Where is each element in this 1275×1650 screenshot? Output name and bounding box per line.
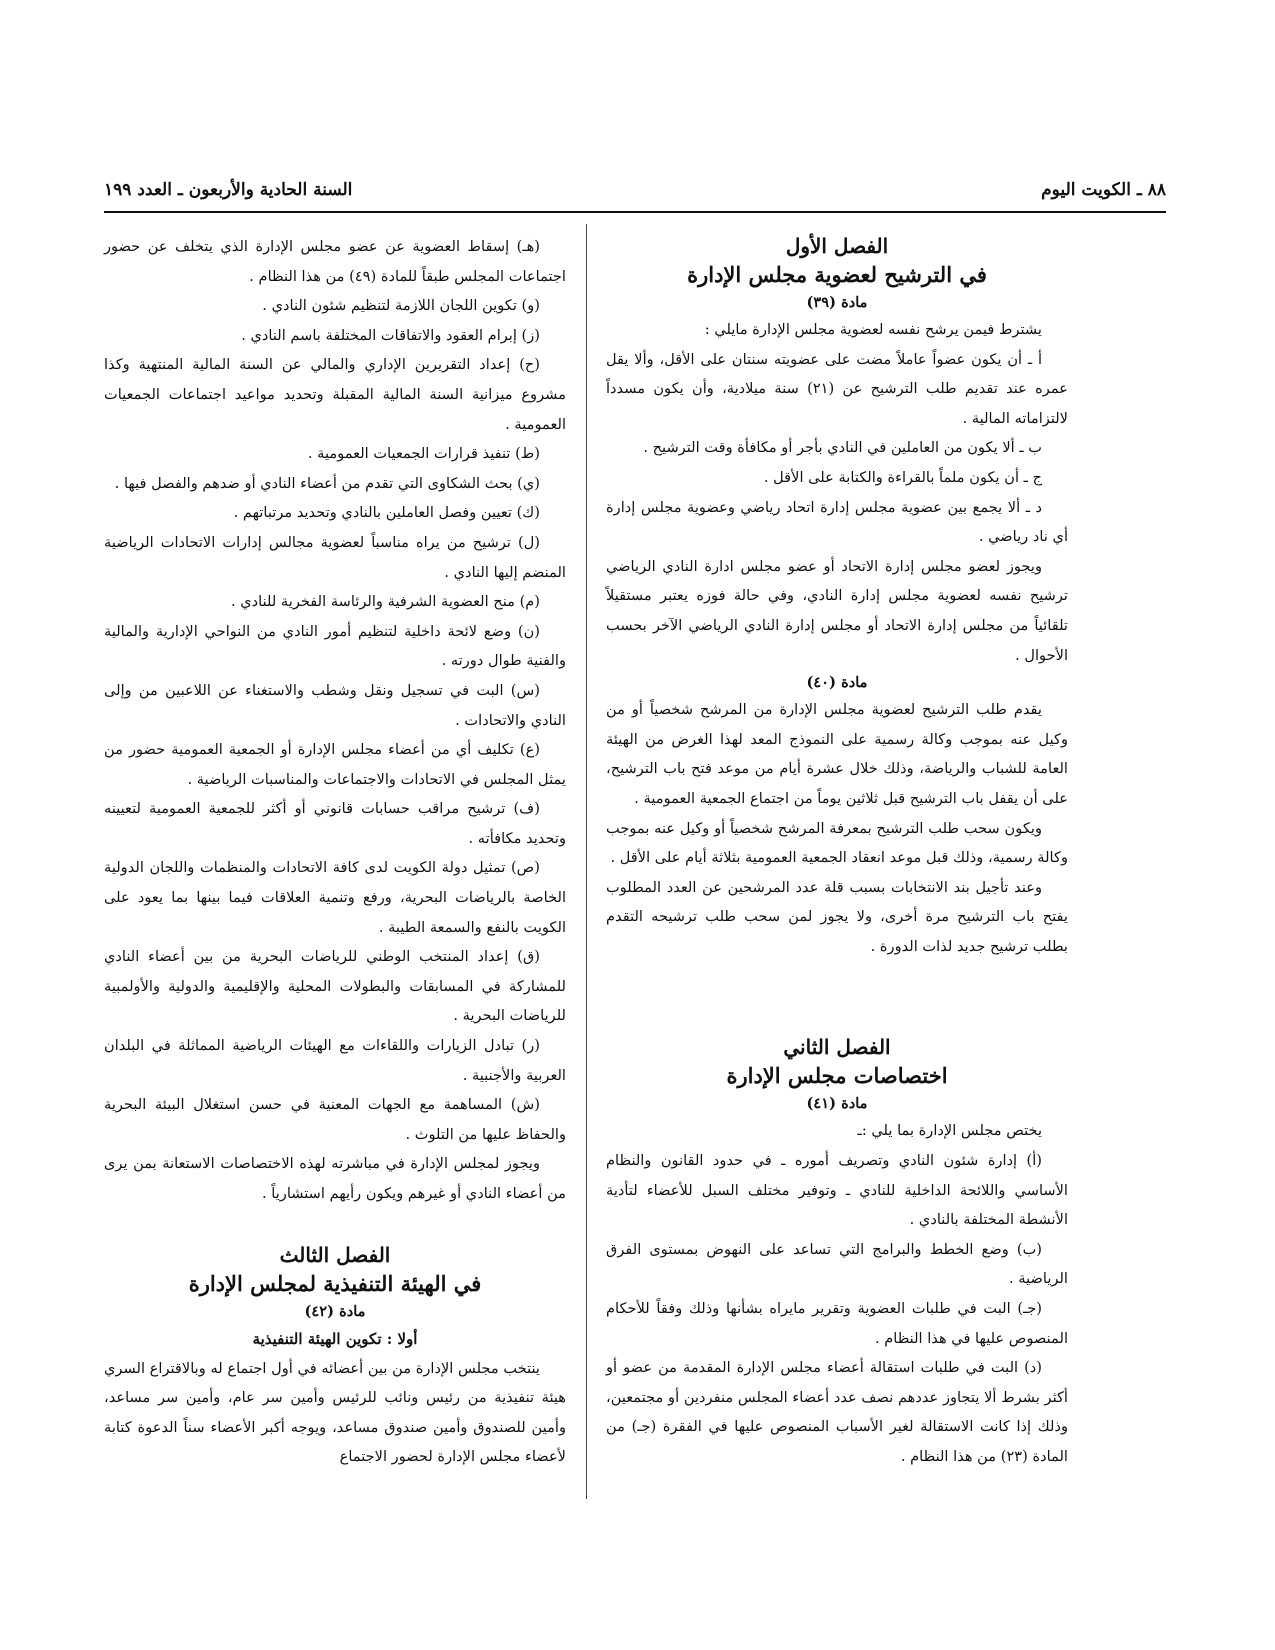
article-40-para: يقدم طلب الترشيح لعضوية مجلس الإدارة من المرشح شخصياً أو من وكيل عنه بموجب وكالة رسمية على النموذج المعد لهذا الغرض من الهيئة العامة للشباب والرياضة، وذلك خلال عشرة أيام من موعد فتح باب الترشيح، على أن يقفل باب الترشيح قبل ثلاثين يوماً من اجتماع الجمعية العمومية . [606,701,1068,807]
chapter-2-subtitle: اختصاصات مجلس الإدارة [726,1063,948,1089]
article-41-cont-para: ويجوز لمجلس الإدارة في مباشرته لهذه الاختصاصات الاستعانة بمن يرى من أعضاء النادي أو غيرهم ويكون رأيهم استشارياً . [104,1155,566,1202]
article-41-cont-para: (ي) بحث الشكاوى التي تقدم من أعضاء النادي أو ضدهم والفصل فيها . [114,474,540,492]
article-41-para: يختص مجلس الإدارة بما يلي :ـ [857,1122,1042,1140]
article-41-para: (ب) وضع الخطط والبرامج التي تساعد على النهوض بمستوى الفرق الرياضية . [606,1240,1068,1288]
article-41-heading: مادة (٤١) [806,1095,868,1113]
header-rule [104,211,1166,213]
article-41-cont-para: (ع) تكليف أي من أعضاء مجلس الإدارة أو الجمعية العمومية حضور من يمثل المجلس في الاتحادات والاجتماعات والمناسبات الرياضية . [104,741,566,788]
article-40-para: وعند تأجيل بند الانتخابات بسبب قلة عدد المرشحين عن العدد المطلوب يفتح باب الترشيح مرة أخرى، ولا يجوز لمن سحب طلب ترشيحه التقدم بطلب ترشيح جديد لذات الدورة . [606,878,1068,955]
page-number-publication: ٨٨ ـ الكويت اليوم [1041,180,1166,200]
column-divider [586,224,587,1499]
article-41-cont-para: (ك) تعيين وفصل العاملين بالنادي وتحديد مرتباتهم . [233,504,540,522]
article-40-heading: مادة (٤٠) [806,674,868,692]
article-39-heading: مادة (٣٩) [806,294,868,311]
spacer [104,1209,566,1241]
article-41-cont-para: (و) تكوين اللجان اللازمة لتنظيم شئون النادي . [262,297,540,315]
article-39-para: ب ـ ألا يكون من العاملين في النادي بأجر أو مكافأة وقت الترشيح . [643,439,1042,457]
page-header [104,180,1166,208]
article-41-cont-para: (ل) ترشيح من يراه مناسباً لعضوية مجالس إدارات الاتحادات الرياضية المنضم إليها النادي . [104,533,566,581]
article-41-cont-para: (س) البت في تسجيل ونقل وشطب والاستغناء عن اللاعبين من وإلى النادي والاتحادات . [104,681,566,729]
article-41-para: (د) البت في طلبات استقالة أعضاء مجلس الإدارة المقدمة من عضو أو أكثر بشرط ألا يتجاوز عددهم نصف عدد أعضاء المجلس منفردين أو مجتمعين، وذلك إذا كانت الاستقالة لغير الأسباب المنصوص عليها في الفقرة (جـ) من المادة (٢٣) من هذا النظام . [606,1359,1068,1465]
article-42-heading: مادة (٤٢) [304,1302,366,1320]
article-39-para: أ ـ أن يكون عضواً عاملاً مضت على عضويته سنتان على الأقل، وألا يقل عمره عند تقديم طلب الترشيح عن (٢١) سنة ميلادية، وأن يكون مسدداً لالتزاماته المالية . [606,350,1068,427]
article-41-cont-para: (م) منح العضوية الشرفية والرئاسة الفخرية للنادي . [230,593,540,611]
article-41-cont-para: (ف) ترشيح مراقب حسابات قانوني أو أكثر للجمعية العمومية لتعيينه وتحديد مكافأته . [104,800,566,847]
article-41-cont-para: (ق) إعداد المنتخب الوطني للرياضات البحرية من بين أعضاء النادي للمشاركة في المسابقات والبطولات المحلية والإقليمية والدولية والأولمبية للرياضات البحرية . [104,948,566,1025]
article-41-cont-para: (ط) تنفيذ قرارات الجمعيات العمومية . [307,445,540,463]
article-42-para: ينتخب مجلس الإدارة من بين أعضائه في أول اجتماع له وبالاقتراع السري هيئة تنفيذية من رئيس ونائب للرئيس وأمين سر عام، وأمين سر مساعد، وأمين للصندوق وأمين صندوق مساعد، ويوجه أكبر الأعضاء سناً الدعوة كتابة لأعضاء مجلس الإدارة لحضور الاجتماع [104,1359,566,1466]
article-41-para: (أ) إدارة شئون النادي وتصريف أموره ـ في حدود القانون والنظام الأساسي واللائحة الداخلية للنادي ـ وتوفير مختلف السبل للأعضاء لتأدية الأنشطة المختلفة بالنادي . [606,1152,1068,1229]
left-column [104,232,566,1472]
article-39-para: ويجوز لعضو مجلس إدارة الاتحاد أو عضو مجلس ادارة النادي الرياضي ترشيح نفسه لعضوية مجلس إدارة النادي، وفي حالة فوزه يعتبر مستقيلاً تلقائياً من مجلس إدارة الاتحاد أو مجلس إدارة النادي الرياضي الآخر بحسب الأحوال . [606,557,1068,664]
chapter-3-subtitle: في الهيئة التنفيذية لمجلس الإدارة [188,1270,482,1296]
article-39-para: ج ـ أن يكون ملماً بالقراءة والكتابة على الأقل . [763,468,1042,486]
article-39-para: يشترط فيمن يرشح نفسه لعضوية مجلس الإدارة مايلي : [704,321,1042,338]
article-41-para: (جـ) البت في طلبات العضوية وتقرير مايراه بشأنها وذلك وفقاً للأحكام المنصوص عليها في هذا النظام . [606,1300,1068,1347]
article-41-cont-para: (ر) تبادل الزيارات واللقاءات مع الهيئات الرياضية المماثلة في البلدان العربية والأجنبية . [104,1037,566,1084]
chapter-3-title: الفصل الثالث [279,1242,391,1267]
spacer [606,961,1068,1033]
issue-info: السنة الحادية والأربعون ـ العدد ١٩٩ [104,180,353,200]
article-41-cont-para: (ز) إبرام العقود والاتفاقات المختلفة باسم النادي . [241,326,540,344]
article-42-subheading: أولا : تكوين الهيئة التنفيذية [252,1329,418,1348]
chapter-1-subtitle: في الترشيح لعضوية مجلس الإدارة [687,262,987,287]
right-column [606,232,1068,1472]
article-41-cont-para: (ح) إعداد التقريرين الإداري والمالي عن السنة المالية المنتهية وكذا مشروع ميزانية السنة المالية المقبلة وتحديد مواعيد اجتماعات الجمعيات العمومية . [104,356,566,433]
article-41-cont-para: (ش) المساهمة مع الجهات المعنية في حسن استغلال البيئة البحرية والحفاظ عليها من التلوث . [104,1096,566,1143]
article-39-para: د ـ ألا يجمع بين عضوية مجلس إدارة اتحاد رياضي وعضوية مجلس إدارة أي ناد رياضي . [606,498,1068,546]
chapter-2-title: الفصل الثاني [783,1035,891,1060]
article-41-cont-para: (هـ) إسقاط العضوية عن عضو مجلس الإدارة الذي يتخلف عن حضور اجتماعات المجلس طبقاً للمادة (٤٩) من هذا النظام . [104,238,566,285]
chapter-1-title: الفصل الأول [785,234,889,258]
article-40-para: ويكون سحب طلب الترشيح بمعرفة المرشح شخصياً أو وكيل عنه بموجب وكالة رسمية، وذلك قبل موعد انعقاد الجمعية العمومية بثلاثة أيام على الأقل . [606,819,1068,867]
article-41-cont-para: (ن) وضع لائحة داخلية لتنظيم أمور النادي من النواحي الإدارية والمالية والفنية طوال دورته . [104,622,566,670]
article-41-cont-para: (ص) تمثيل دولة الكويت لدى كافة الاتحادات والمنظمات واللجان الدولية الخاصة بالرياضات البحرية، ورفع وتنمية العلاقات فيما بينها بما يعود على الكويت بالنفع والسمعة الطيبة . [104,859,566,936]
